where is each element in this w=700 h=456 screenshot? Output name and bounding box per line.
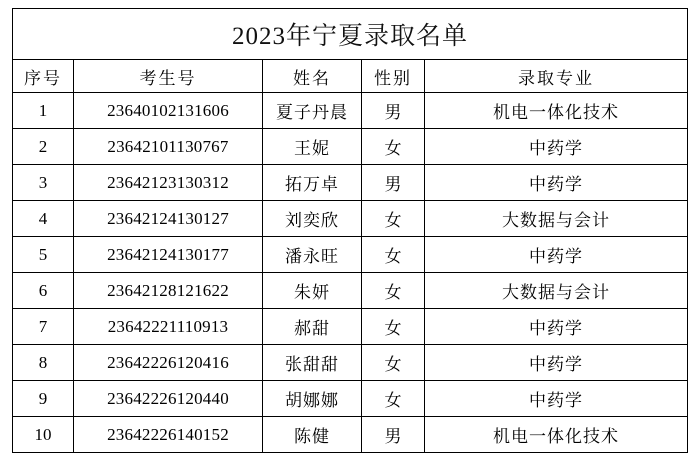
table-row	[13, 345, 688, 381]
cell-major: 中药学	[425, 165, 688, 201]
cell-name: 王妮	[263, 129, 362, 165]
admission-roster-table	[12, 59, 688, 453]
cell-seq: 8	[13, 345, 74, 381]
cell-seq: 1	[13, 93, 74, 129]
cell-exam-id: 23640102131606	[74, 93, 263, 129]
table-row	[13, 309, 688, 345]
table-row	[13, 201, 688, 237]
table-row	[13, 417, 688, 453]
table-row	[13, 129, 688, 165]
column-header-name-label: 姓名	[293, 68, 331, 88]
cell-name: 张甜甜	[263, 345, 362, 381]
cell-seq: 6	[13, 273, 74, 309]
table-row	[13, 165, 688, 201]
cell-seq: 5	[13, 237, 74, 273]
cell-name: 刘奕欣	[263, 201, 362, 237]
table-row	[13, 273, 688, 309]
cell-major: 大数据与会计	[425, 201, 688, 237]
cell-sex: 女	[362, 237, 425, 273]
column-header-seq	[13, 60, 74, 93]
cell-major: 中药学	[425, 309, 688, 345]
cell-seq: 7	[13, 309, 74, 345]
cell-name: 夏子丹晨	[263, 93, 362, 129]
column-header-name	[263, 60, 362, 93]
cell-exam-id: 23642124130127	[74, 201, 263, 237]
table-row	[13, 93, 688, 129]
cell-name: 郝甜	[263, 309, 362, 345]
column-header-exam-id	[74, 60, 263, 93]
document-title-box	[12, 8, 688, 59]
cell-seq: 9	[13, 381, 74, 417]
cell-major: 中药学	[425, 381, 688, 417]
cell-sex: 女	[362, 129, 425, 165]
cell-seq: 3	[13, 165, 74, 201]
cell-sex: 男	[362, 93, 425, 129]
table-row	[13, 237, 688, 273]
column-header-sex	[362, 60, 425, 93]
cell-name: 胡娜娜	[263, 381, 362, 417]
cell-seq: 10	[13, 417, 74, 453]
table-header	[13, 60, 688, 93]
table-row	[13, 381, 688, 417]
column-header-seq-label: 序号	[24, 68, 62, 88]
column-header-sex-label: 性别	[374, 68, 412, 88]
cell-sex: 女	[362, 201, 425, 237]
cell-name: 陈健	[263, 417, 362, 453]
page-title: 2023年宁夏录取名单	[231, 23, 468, 50]
cell-name: 拓万卓	[263, 165, 362, 201]
cell-sex: 男	[362, 165, 425, 201]
cell-name: 潘永旺	[263, 237, 362, 273]
cell-sex: 女	[362, 345, 425, 381]
cell-exam-id: 23642128121622	[74, 273, 263, 309]
cell-sex: 女	[362, 273, 425, 309]
cell-exam-id: 23642226140152	[74, 417, 263, 453]
cell-sex: 男	[362, 417, 425, 453]
cell-name: 朱妍	[263, 273, 362, 309]
cell-major: 中药学	[425, 345, 688, 381]
cell-sex: 女	[362, 309, 425, 345]
cell-major: 大数据与会计	[425, 273, 688, 309]
cell-exam-id: 23642123130312	[74, 165, 263, 201]
table-body	[13, 93, 688, 453]
cell-exam-id: 23642124130177	[74, 237, 263, 273]
cell-seq: 2	[13, 129, 74, 165]
cell-sex: 女	[362, 381, 425, 417]
column-header-major-label: 录取专业	[518, 68, 594, 88]
cell-seq: 4	[13, 201, 74, 237]
column-header-exam-id-label: 考生号	[139, 68, 197, 88]
cell-exam-id: 23642221110913	[74, 309, 263, 345]
table-header-row	[13, 60, 688, 93]
cell-major: 机电一体化技术	[425, 417, 688, 453]
cell-exam-id: 23642226120440	[74, 381, 263, 417]
cell-exam-id: 23642226120416	[74, 345, 263, 381]
cell-major: 机电一体化技术	[425, 93, 688, 129]
cell-major: 中药学	[425, 237, 688, 273]
cell-major: 中药学	[425, 129, 688, 165]
column-header-major	[425, 60, 688, 93]
cell-exam-id: 23642101130767	[74, 129, 263, 165]
